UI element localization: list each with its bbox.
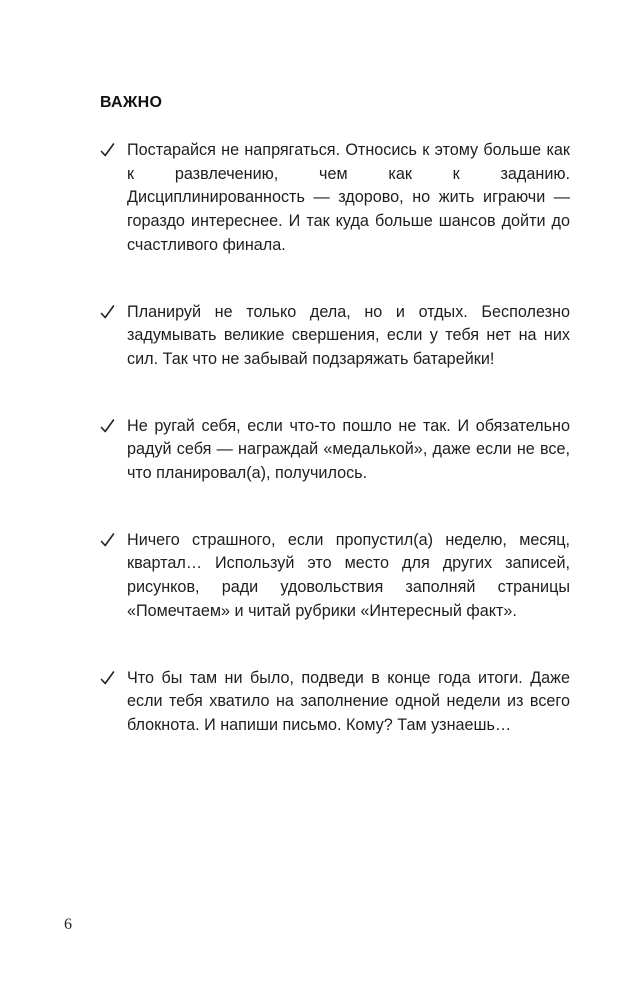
checkmark-icon: [100, 669, 115, 687]
checkmark-icon: [100, 303, 115, 321]
checkmark-icon: [100, 531, 115, 549]
list-item-text: Планируй не только дела, но и отдых. Бесполезно задумывать великие свершения, если у тебя нет на них сил. Так что не забывай подзаряжать батарейки!: [127, 302, 570, 368]
list-item: [100, 415, 570, 486]
list-item: [100, 667, 570, 738]
checkmark-icon: [100, 141, 115, 159]
list-item: [100, 529, 570, 624]
checkmark-icon: [100, 417, 115, 435]
list-item-text: Ничего страшного, если пропустил(а) неделю, месяц, квартал… Используй это место для других записей, рисунков, ради удовольствия заполняй страницы «Помечтаем» и читай рубрики «Интересный факт».: [127, 530, 570, 620]
list-item-text: Не ругай себя, если что-то пошло не так. И обязательно радуй себя — награждай «медалькой», даже если не все, что планировал(а), получилось.: [127, 416, 570, 483]
section-heading: ВАЖНО: [100, 94, 163, 111]
list-item-text: Что бы там ни было, подведи в конце года итоги. Даже если тебя хватило на заполнение одной недели из всего блокнота. И напиши письмо. Кому? Там узнаешь…: [127, 668, 570, 734]
page-number: 6: [64, 916, 72, 933]
list-item-text: Постарайся не напрягаться. Относись к этому больше как к развлечению, чем как к заданию. Дисциплинированность — здорово, но жить играючи — гораздо интереснее. И так куда больше шансов дойти до счастливого финала.: [127, 141, 570, 254]
list-item: [100, 301, 570, 372]
list-item: [100, 139, 570, 258]
tips-list: [100, 139, 570, 781]
